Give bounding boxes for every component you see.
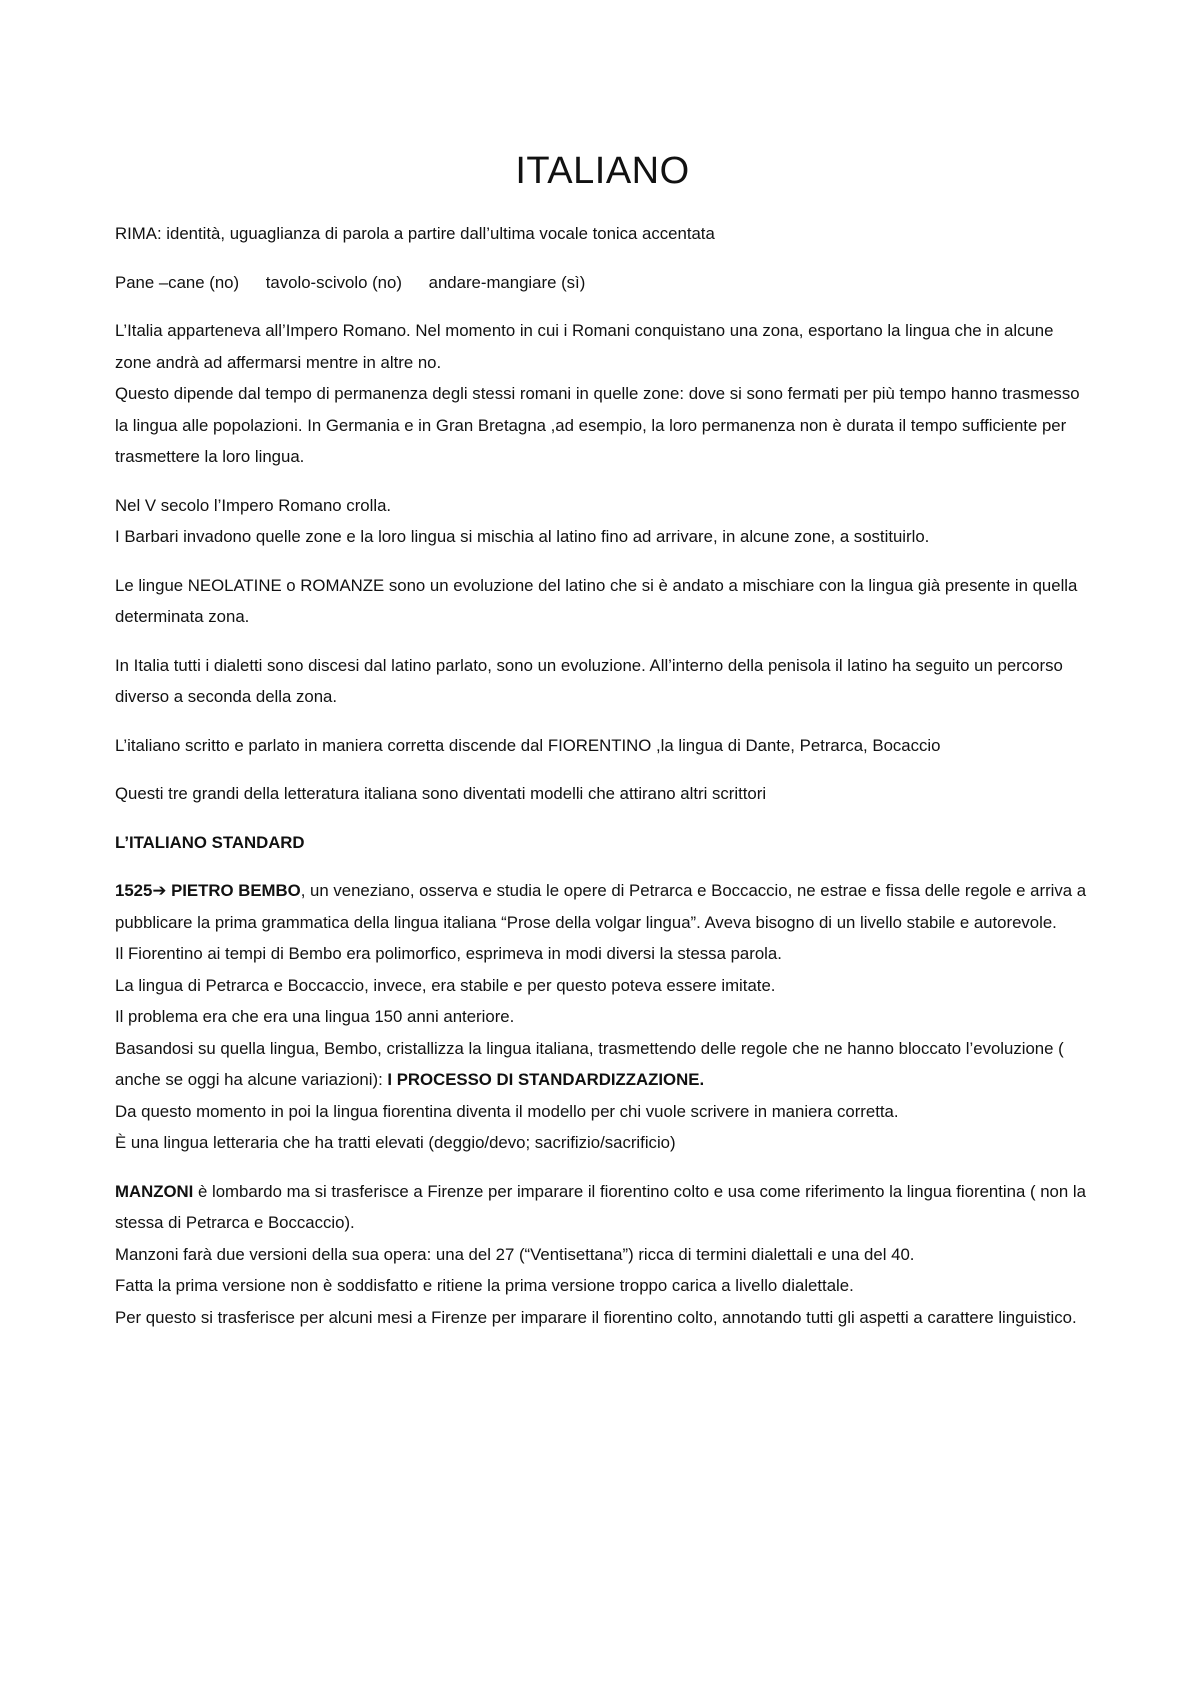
barbari-line-1: Nel V secolo l’Impero Romano crolla. (115, 495, 392, 515)
paragraph-dialetti: In Italia tutti i dialetti sono discesi dal latino parlato, sono un evoluzione. All’interno della penisola il latino ha seguito un percorso diverso a seconda della zona. (115, 655, 1063, 706)
bembo-year: 1525 (115, 881, 153, 900)
bembo-line-1-rest: , un veneziano, osserva e studia le opere di Petrarca e Boccaccio, ne estrae e fissa delle regole e arriva a pubblicare la prima grammatica della lingua italiana “Prose della volgar lingua”. Aveva bisogno di un livello stabile e autorevole. (115, 881, 1087, 932)
document-title: ITALIANO (515, 150, 690, 192)
bembo-line-1 (115, 875, 1090, 938)
example-1: Pane –cane (no) (115, 272, 240, 292)
barbari-line-2: I Barbari invadono quelle zone e la loro lingua si mischia al latino fino ad arrivare, in alcune zone, a sostituirlo. (115, 527, 930, 546)
bembo-line-4: Il problema era che era una lingua 150 anni anteriore. (115, 1007, 515, 1026)
impero-line-1: L’Italia apparteneva all’Impero Romano. Nel momento in cui i Romani conquistano una zona, esportano la lingua che in alcune zone andrà ad affermarsi mentre in altre no. (115, 321, 1054, 372)
paragraph-impero (115, 315, 1090, 473)
document-body (115, 148, 1090, 1350)
bembo-line-3: La lingua di Petrarca e Boccaccio, invece, era stabile e per questo poteva essere imitate. (115, 975, 776, 995)
manzoni-line-2: Manzoni farà due versioni della sua opera: una del 27 (“Ventisettana”) ricca di termini dialettali e una del 40. (115, 1244, 915, 1264)
paragraph-modelli: Questi tre grandi della letteratura italiana sono diventati modelli che attirano altri scrittori (115, 784, 767, 803)
manzoni-name: MANZONI (115, 1181, 194, 1201)
bembo-line-6: Da questo momento in poi la lingua fiorentina diventa il modello per chi vuole scrivere in maniera corretta. (115, 1101, 899, 1121)
manzoni-line-3: Fatta la prima versione non è soddisfatto e ritiene la prima versione troppo carica a livello dialettale. (115, 1276, 854, 1295)
standardization-process: I PROCESSO DI STANDARDIZZAZIONE (387, 1070, 700, 1089)
rhyme-examples (115, 267, 1090, 299)
rima-definition: RIMA: identità, uguaglianza di parola a partire dall’ultima vocale tonica accentata (115, 224, 715, 243)
paragraph-barbari (115, 490, 1090, 553)
bembo-name: PIETRO BEMBO (171, 881, 301, 900)
manzoni-line-1: MANZONI è lombardo ma si trasferisce a Firenze per imparare il fiorentino colto e usa come riferimento la lingua fiorentina ( non la stessa di Petrarca e Boccaccio). (115, 1181, 1086, 1232)
paragraph-fiorentino: L’italiano scritto e parlato in maniera corretta discende dal FIORENTINO ,la lingua di Dante, Petrarca, Bocaccio (115, 735, 941, 755)
paragraph-bembo (115, 875, 1090, 1159)
impero-line-2: Questo dipende dal tempo di permanenza degli stessi romani in quelle zone: dove si sono fermati per più tempo hanno trasmesso la lingua alle popolazioni. In Germania e in Gran Bretagna ,ad esempio, la loro permanenza non è durata il tempo sufficiente per trasmettere la loro lingua. (115, 384, 1080, 466)
bembo-line-5: Basandosi su quella lingua, Bembo, cristallizza la lingua italiana, trasmettendo delle regole che ne hanno bloccato l’evoluzione ( anche se oggi ha alcune variazioni): I PROCESSO DI STANDARDIZZAZIONE. (115, 1038, 1064, 1089)
bembo-line-7: È una lingua letteraria che ha tratti elevati (deggio/devo; sacrifizio/sacrificio) (115, 1133, 676, 1152)
paragraph-manzoni (115, 1176, 1090, 1334)
section-heading-standard: L’ITALIANO STANDARD (115, 832, 305, 852)
manzoni-line-4: Per questo si trasferisce per alcuni mesi a Firenze per imparare il fiorentino colto, annotando tutti gli aspetti a carattere linguistico. (115, 1307, 1077, 1327)
paragraph-neolatine: Le lingue NEOLATINE o ROMANZE sono un evoluzione del latino che si è andato a mischiare con la lingua già presente in quella determinata zona. (115, 575, 1078, 626)
arrow-icon: ➔ (152, 881, 167, 900)
example-3: andare-mangiare (sì) (428, 272, 586, 292)
bembo-line-2: Il Fiorentino ai tempi di Bembo era polimorfico, esprimeva in modi diversi la stessa parola. (115, 944, 782, 963)
example-2: tavolo-scivolo (no) (265, 272, 402, 292)
